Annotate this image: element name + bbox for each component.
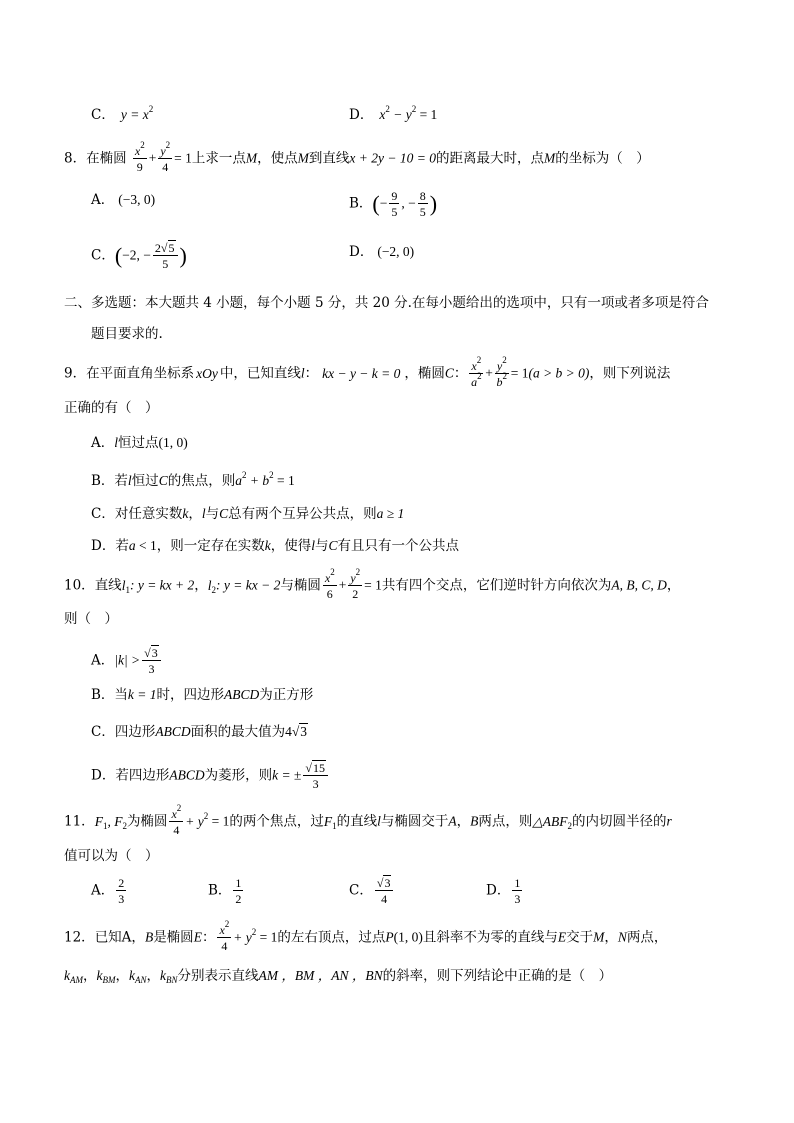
section-heading-cont: 题目要求的. bbox=[91, 326, 163, 342]
q10-option-b: B．当k = 1时，四边形ABCD为正方形 bbox=[91, 687, 314, 703]
q9-stem-cont: 正确的有（ ） bbox=[64, 400, 159, 416]
q7-option-d: D． $x^2 - y^2 = 1$ bbox=[349, 104, 438, 123]
q9-option-d: D．若a < 1，则一定存在实数k，使得l与C有且只有一个公共点 bbox=[91, 538, 459, 554]
q9-option-a: A．l恒过点(1, 0) bbox=[91, 435, 188, 451]
q8-option-c: C．(−2, − $\frac{2√5}{5}$ ) bbox=[91, 241, 187, 271]
section-heading: 二、多选题：本大题共 4 小题，每个小题 5 分，共 20 分.在每小题给出的选项中，只有一项或者多项是符合 bbox=[64, 295, 709, 311]
q8-stem: 8．在椭圆 $\frac{x^2}{9}$ + $\frac{y^2}{4}$ = 1上求一点M，使点M到直线x + 2y − 10 = 0的距离最大时，点M的坐标为（ ） bbox=[64, 140, 650, 174]
q10-option-c: C．四边形ABCD面积的最大值为4√3 bbox=[91, 724, 308, 740]
q8-option-a: A． (−3, 0) bbox=[91, 192, 156, 208]
q11-stem: 11．$F_1$, $F_2$为椭圆 $\frac{x^2}{4}$ + $y^2 = 1$的两个焦点，过$F_1$的直线l与椭圆交于A，B两点，则$\triangle ABF_2$的内切圆半径的r bbox=[64, 803, 672, 837]
q8-option-d: D． (−2, 0) bbox=[349, 244, 415, 260]
q7-option-c: C． $y = x^2$ bbox=[91, 104, 154, 123]
q12-stem-cont: $k_{AM}$，$k_{BM}$，$k_{AN}$，$k_{BN}$分别表示直线AM ，BM ，AN ，BN的斜率，则下列结论中正确的是（ ） bbox=[64, 968, 613, 985]
q9-stem: 9．在平面直角坐标系 xOy 中，已知直线l： kx − y − k = 0 ，椭圆C： $\frac{x^2}{a^2}$ + $\frac{y^2}{b^2}$ = 1(a > b > 0)，则下列说法 bbox=[64, 355, 671, 389]
q10-option-a: A．|k| > $\frac{√3}{3}$ bbox=[91, 647, 163, 675]
q9-option-b: B．若l恒过C的焦点，则$a^2 + b^2 = 1$ bbox=[91, 470, 295, 489]
q10-stem-cont: 则（ ） bbox=[64, 611, 118, 627]
q11-option-b: B． $\frac{1}{2}$ bbox=[208, 876, 242, 906]
q10-stem: 10．直线$l_1$: y = kx + 2，$l_2$: y = kx − 2与椭圆 $\frac{x^2}{6}$ + $\frac{y^2}{2}$ = 1共有四个交点，它们逆时针方向依次为A, B, C, D， bbox=[64, 567, 681, 601]
q11-option-d: D． $\frac{1}{3}$ bbox=[486, 876, 521, 906]
q11-option-a: A． $\frac{2}{3}$ bbox=[91, 876, 125, 906]
q8-option-b: B．(− $\frac{9}{5}$ , − $\frac{8}{5}$ ) bbox=[349, 189, 438, 219]
q12-stem: 12．已知A，B是椭圆E： $\frac{x^2}{4}$ + $y^2 = 1$的左右顶点，过点P(1, 0)且斜率不为零的直线与E交于M，N两点， bbox=[64, 919, 668, 953]
q9-option-c: C．对任意实数k，l与C总有两个互异公共点，则a ≥ 1 bbox=[91, 506, 405, 522]
q11-option-c: C． $\frac{√3}{4}$ bbox=[349, 877, 395, 905]
q11-stem-cont: 值可以为（ ） bbox=[64, 848, 159, 864]
q10-option-d: D．若四边形ABCD为菱形，则k = ± $\frac{√15}{3}$ bbox=[91, 762, 330, 790]
